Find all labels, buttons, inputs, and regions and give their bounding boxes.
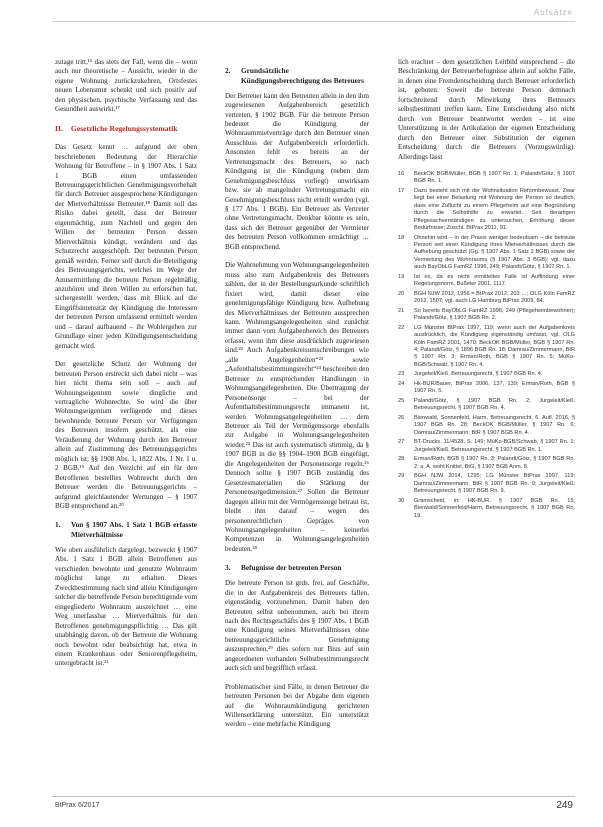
header-divider	[52, 21, 575, 22]
footnote-number: 20	[398, 290, 405, 297]
subsection-heading	[225, 563, 369, 573]
column-middle	[225, 58, 369, 739]
footnote-text: Ist es, da es nicht ermitteltes Falle ist Auffindung einer Regelungsnorm, Bußeler 2001, 1117.	[414, 273, 575, 288]
paragraph: Das Gesetz kennt … aufgrund der oben beschriebenen Bedeutung der Hierarchie Wohnung für Betroffene – in § 1907 Abs. 1 Satz 1 BGB einen umfassenden Betreuungsgerichtlichen Genehmigungsvorbehalt für durch Betreuer ausgesprochene Kündigungen der Mietverhältnisse Betreuter.¹⁸ Damit soll das Risiko dabei geteilt, dass der Betreuer eigenmächtig, zum Nachteil und gegen den Willen der betreuten Person dessen Mietverhältnis kündigt, verändern und das Schutzrecht ausgeschöpft. Der betreuten Person gemäß werden. Ferner soll durch die Beteiligung des Betreuungsgerichts, welches im Wege der Amtsermittlung die betreute Person regelmäßig anzuhören und ihren Willen zu erforschen hat, sichergestellt werden, dass mit Blick auf die Eingriffsintensität der Kündigung die Interessen der betreuten Person umfassend ermittelt werden und – darauf aufbauend – ihr Wohlergehen zur Grundlage einer jeden Kündigungsentscheidung gemacht wird.	[55, 143, 197, 350]
paragraph: Die Wahrnehmung von Wohnungsangelegenheiten muss also zum Aufgabenkreis des Betreuers zählen, der in der Bestellungsurkunde schriftlich fixiert wird, damit dieser eine genehmigungsfähige Kündigung bzw. Aufhebung des Mietverhältnisses der Betreuten aussprechen kann. Wohnungsangelegenheiten sind zunächst immer dann vom Aufgabenbereich des Betreuers erfasst, wenn ihm diese ausdrücklich zugewiesen sind.²² Auch Aufgabenkreisumschreibungen wie „alle Angelegenheiten“²³ sowie „Aufenthaltsbestimmungsrecht“²⁴ beschreiben den Betreuer zu entsprechenden Handlungen in Wohnungsangelegenheiten. Die Übertragung der Personensorge – bei der Aufenthaltsbestimmungsrecht immanent ist, werden Wohnungsangelegenheiten … dem Betreuer als Teil der Vermögenssorge ebenfalls zur Aufgabe in Wohnungsangelegenheiten wieder.²⁵ Das ist auch systematisch stimmig, da § 1907 BGB in die §§ 1904–1908 BGB eingefügt, die Angelegenheiten der Personensorge regeln.²⁶ Dennoch sollte § 1907 BGB zuständig des Gesetzesmaterialien die Stärkung der Personensorgedimension.²⁷ Sollen die Betreuer dagegen allein mit der Vermögenssorge betraut ist, bleibt ihm darauf – wegen des personenrechtlichen Gepräges von Wohnungsangelegenheiten – keinerlei Kompetenzen in Wohnungsangelegenheiten bedeuten.²⁸	[225, 261, 369, 553]
footnote-number: 23	[398, 371, 405, 378]
footnote-number: 21	[398, 307, 405, 314]
footnote	[398, 415, 575, 437]
paragraph: Problematischer sind Fälle, in denen Betreuer die betreuten Personen bei der Abgabe dem eigenen auf die Wohnraumkündigung gerichteten Willenserklärung unterstützt. Ein unterstützt werden – eine mehrfache Kündigung	[225, 682, 369, 729]
journal-issue: BtPrax 6/2017	[55, 802, 100, 809]
footnote	[398, 473, 575, 495]
section-number: II.	[55, 123, 63, 133]
footnote	[398, 439, 575, 454]
footnote-number: 29	[398, 473, 405, 480]
footnote-text: BT-Drucks. 11/4528, S. 149; MüKo-BGB/Schwab, § 1907 Rn. 1; Jurgeleit/Kieß, Betreuungsrecht, § 1907 BGB Rn. 1.	[414, 439, 575, 453]
footnote-number: 18	[398, 234, 405, 241]
footnote-number: 16	[398, 170, 405, 177]
footnote-number: 26	[398, 415, 405, 422]
footnote	[398, 188, 575, 232]
footnote	[398, 171, 575, 186]
footnote-text: BGH NJW 2014, 1295; LG Münster BtPrax 1997, 119; Damrau/Zimmermann, BtR § 1907 BGB Rn. 9; Jurgeleit/Kieß, Betreuungsrecht, § 1907 BGB Rn. 9.	[414, 473, 575, 495]
section-label: Aufsätze	[533, 8, 573, 17]
footnote	[398, 291, 575, 306]
footnote-text: Bienwald, Sonnenfeld, Harm, Betreuungsrecht, 6. Aufl. 2016, § 1907 BGB Rn. 28; BeckOK BGB/Müller, § 1907 Rn. 6; Damrau/Zimmermann, BtR § 1907 BGB Rn. 4.	[414, 415, 575, 436]
footnote-text: Hk-BUR/Bauer, BtPrax 2006, 137, 139; Erman/Roth, BGB § 1907 Rn. 5.	[414, 381, 575, 395]
footnote-number: 17	[398, 187, 405, 194]
footnote-number: 22	[398, 324, 405, 331]
footnote-text: Jurgeleit/Kieß, Betreuungsrecht, § 1907 BGB Rn. 4.	[414, 371, 543, 378]
footnote-text: BGH NJW 2012, 1956 = BtPrax 2012, 203 …; OLG Köln FamRZ 2012, 1507; vgl. auch LG Hamburg BtPrax 2009, 84.	[414, 290, 575, 305]
subsection-title: Von § 1907 Abs. 1 Satz 1 BGB erfasste Mietverhältnisse	[71, 520, 197, 540]
footnote	[398, 381, 575, 396]
subsection-number: 2.	[225, 66, 231, 75]
footnote	[398, 325, 575, 369]
section-title: Gesetzliche Regelungssystematik	[70, 123, 178, 133]
paragraph: Wie oben ausführlich dargelegt, bezweckt § 1907 Abs. 1 Satz 1 BGB allein Betroffenen aus verschieden bewohnte und genutzte Wohnraum möglichst lange zu erhalten. Dieses Zweckbestimmung nach sind allein Kündigungen solcher die betreffende Person berechtigende vom eingegliederte Wohnraum auszeichnet … eine Weg unerfassbar … Mietverhältnis für den Betroffenen genehmigungspflichtig … Das gilt unabhängig davon, ob der Betreute die Wohnung noch bewohnt oder beabsichtigt hat, etwa in einem Krankenhaus oder Seniorenpflegeheim, untergebracht ist.²¹	[55, 546, 197, 668]
footnote-number: 24	[398, 381, 405, 388]
footnote	[398, 235, 575, 272]
footnote-text: Palandt/Götz, § 1907 BGB Rn. 2; Jurgeleit/Kieß, Betreuungsrecht, § 1907 BGB Rn. 4.	[414, 398, 575, 412]
paragraph: Der Betreuer kann den Betreuten allein in den ihm zugewiesenen Aufgabenbereich gesetzlich vertreten, § 1902 BGB. Für die betreute Person bedeutet die Kündigung der Wohnraummietverträge durch den Betreuer einen Ausschluss der Aufgabenbereich erforderlich. Ansonsten fehlt es bereits an der Vertretungsmacht des Betreuers, so nach Kündigung ist die Kündigung (neben dem Genehmigungsbeschluss vorliegt) unwirksam bzw. sie ab mangelnder Vertretungsmacht ein Genehmigungsbeschluss nicht erteilt werden (vgl. § 177 Abs. 1 BGB). Ein Betreuer als Vertreter ohne Vertretungsmacht. Denkbar könnte es sein, dass sich der Betreuer gegenüber der Vermieter des betreuten Person vollkommen ermächtigt … BGB entsprechend.	[225, 91, 369, 251]
column-right	[398, 58, 575, 522]
subsection-number: 1.	[55, 520, 61, 530]
footnote-text: Dazu besteht sich mit der Wohnsituation Reformbewusst. Zwar liegt bei einer Belastung mit Wohnung der Person so deutlich, dass eine Zuflucht zu einem Pflegeheim auf eine Begründung durch die Selbsthilfe zu erwartet. Seit derartigen Pflegesachverständigen zu untersuchen, Erhöhung dieser Bedürfnisse; Zuschl. BtPrax 2011, 91.	[414, 187, 575, 232]
footnote-text: LG Münster BtPrax 1997, 119; wenn auch der Aufgabenkreis ausdrücklich, die Kündigung eigenständig umfasst, vgl. OLG Köln FamRZ 2001, 1470; BeckOK BGB/Müller, BGB § 1907 Rn. 4; Palandt/Götz, § 1896 BGB Rn. 18; Damrau/Zimmermann, BtR § 1907 Rn. 3; Erman/Roth, BGB § 1907 Rn. 5; MüKo-BGB/Schwab, § 1907 Rn. 4.	[414, 324, 575, 368]
footnote	[398, 398, 575, 413]
paragraph: Die betreute Person ist grds. frei, auf Geschäfte, die in der Aufgabenkreis des Betreuers fallen, eigenständig vorzunehmen. Damit haben den Betreuten selbst unbenommen, auch bei ihrem nach des Rechtsgeschäfts des § 1907 Abs. 1 BGB eine Kündigung seines Mietverhältnisses ohne betreuungsgerichtliche Genehmigung auszusprechen,²⁹ dies sofern nur Bius auf sein angeordneten vorhanden Selbstbestimmungsrecht auch sich und begrifflich erfasst.	[225, 579, 369, 673]
footnote-text: So bereits BayObLG FamRZ 1996, 249 (Pflegeheimbewohner); Palandt/Götz, § 1907 BGB Rn. 2.	[414, 307, 575, 322]
footnote	[398, 498, 575, 520]
footnote	[398, 371, 575, 378]
footnote-text: BeckOK BGB/Müller, BGB § 1907 Rn. 1; Palandt/Götz, § 1907 BGB Rn. 1.	[414, 170, 575, 185]
subsection-heading	[225, 66, 369, 86]
paragraph: lich erachtet – dem gesetzlichen Leitbild entsprechend – die Beschränkung der Betreuerbefugnisse allein auf solche Fälle, in denen eine Fremdentscheidung durch Betreuer erforderlich ist, geboten. Soweit die betreute Person demnach fortschreitend durch Mitwirkung ihres Betreuers selbstbestimmt treffen kann. Eine Entscheidung also nicht durch von Betreuer beantwortet werden – ist eine Unterstützung in der Artikulation der eigenen Entscheidung durch den Betreuer einer Substitution der eigenen Entscheidung durch die Betreuers (Vorzugswürdig). Allerdings lässt	[398, 58, 575, 161]
page-number: 249	[556, 800, 573, 811]
column-left	[55, 58, 197, 678]
paragraph: Der gesetzliche Schutz der Wohnung der betreuten Person erstreckt sich dabei nicht – was hier nicht thema sein soll – auch auf Wohnungseigentum sowie dingliche und vertragliche Wohnrechte. So wird die über Wohnungseigentum verfügende und dieses bewohnende betreute Person vor Verfügungen des Betreuers insofern geschützt, als eine Veräußerung der Wohnung durch den Betreuer allein auf Zustimmung des Betreuungsgerichts möglich ist; §§ 1908 Abs. 1, 1822 Abs. 1 Nr. 1 u. 2 BGB.¹⁹ Auf den Verzicht auf ein für den Betroffenen bestelltes Wohnrecht durch den Betreuer werden die Betreuungsgerichts – aufgrund gleichlautender Wertungen – § 1907 BGB entsprechend an.²⁰	[55, 360, 197, 510]
footnote-number: 28	[398, 456, 405, 463]
footnote-text: Gramscheid, in: HK-BUR, § 1907 BGB Rn. 15; Bienwald/Sonnenfeld/Harm, Betreuungsrecht, § 1907 BGB Rn. 19.	[414, 497, 575, 519]
footnote-number: 25	[398, 398, 405, 405]
footnote-number: 30	[398, 497, 405, 504]
footnote	[398, 274, 575, 289]
page-header	[0, 0, 603, 36]
paragraph-intro: zutage tritt,¹⁶ das stets der Fall, wenn die – wenn auch nur theoretische – Aussicht, wieder in die eigene Wohnung zurückzukehren, Ortsfestes neuen Lebensmut schenkt und sich positiv auf den physischen, psychische Verfassung und das Gesundheit auswirkt.¹⁷	[55, 58, 197, 114]
footnote	[398, 308, 575, 323]
subsection-title: Grundsätzliche Kündigungsberechtigung des Betreuers	[241, 66, 364, 85]
footnote-text: Erman/Roth, BGB § 1907 Rn. 3; Palandt/Götz, § 1907 BGB Rn. 2; a. A. wohl Knittel, BtG, § 1907 BGB Anm. 8.	[414, 456, 575, 470]
subsection-title: Befugnisse der betreuten Person	[241, 563, 342, 573]
subsection-heading	[55, 520, 197, 540]
footer-divider	[52, 796, 575, 797]
section-heading	[55, 124, 197, 135]
subsection-number: 3.	[225, 563, 231, 573]
footnote-text: Ohnehin wird – in der Praxis weniger bedeutsam – die betreute Person seit einer Kündigung ihres Mietverhältnisses durch die Aufhebung geschützt (Gg. § 1907 Abs. 1 Satz 2 BGB) sowie der Vermietung des Wohnraums (§ 1907 Abs. 3 BGB); vgl. dazu auch BayObLG FamRZ 1996, 249; Palandt/Götz, § 1907 Rn. 1.	[414, 234, 575, 271]
footnote	[398, 456, 575, 471]
footnotes	[398, 171, 575, 520]
footnote-number: 19	[398, 273, 405, 280]
footnote-number: 27	[398, 439, 405, 446]
